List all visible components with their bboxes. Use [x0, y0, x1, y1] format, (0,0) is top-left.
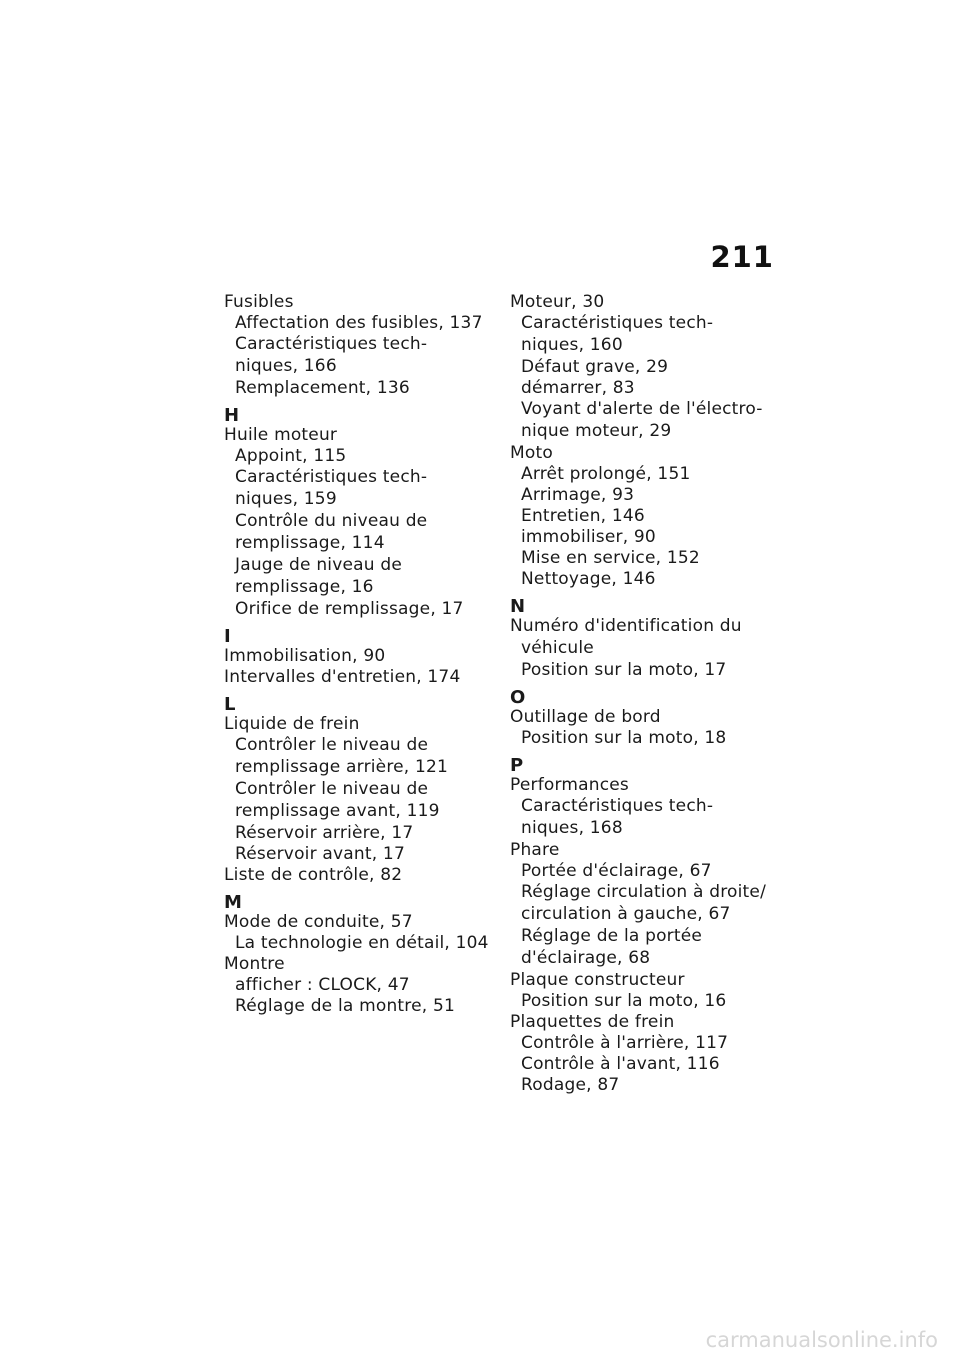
watermark: carmanualsonline.info: [705, 1328, 938, 1352]
index-subentry: Contrôle à l'arrière, 117: [521, 1033, 729, 1053]
index-subentry: Portée d'éclairage, 67: [521, 861, 712, 881]
index-subentry: Réglage circulation à droite/: [521, 882, 767, 902]
index-subentry: Contrôle à l'avant, 116: [521, 1054, 720, 1074]
index-subentry: Entretien, 146: [521, 506, 645, 526]
section-letter: I: [224, 626, 231, 647]
index-entry: Fusibles: [224, 292, 294, 312]
index-subentry: Position sur la moto, 18: [521, 728, 727, 748]
index-subentry: Affectation des fusibles, 137: [235, 313, 483, 333]
index-subentry-continuation: niques, 159: [235, 489, 337, 509]
index-entry: Liquide de frein: [224, 714, 360, 734]
index-subentry-continuation: niques, 166: [235, 356, 337, 376]
index-entry: Moteur, 30: [510, 292, 605, 312]
index-subentry-continuation: véhicule: [521, 638, 594, 658]
index-entry: Moto: [510, 443, 553, 463]
index-subentry-continuation: remplissage avant, 119: [235, 801, 440, 821]
page-number: 211: [710, 240, 774, 274]
index-subentry: Voyant d'alerte de l'électro-: [521, 399, 763, 419]
index-subentry: Appoint, 115: [235, 446, 347, 466]
index-subentry: La technologie en détail, 104: [235, 933, 489, 953]
index-subentry-continuation: nique moteur, 29: [521, 421, 672, 441]
index-subentry: Caractéristiques tech-: [521, 313, 714, 333]
index-entry: Mode de conduite, 57: [224, 912, 413, 932]
index-subentry: Réglage de la montre, 51: [235, 996, 456, 1016]
index-entry: Montre: [224, 954, 285, 974]
index-subentry-continuation: niques, 168: [521, 818, 623, 838]
index-subentry: Mise en service, 152: [521, 548, 700, 568]
index-subentry: Arrimage, 93: [521, 485, 635, 505]
index-column-right: [510, 292, 780, 1096]
index-entry: Performances: [510, 775, 629, 795]
section-letter: P: [510, 755, 524, 776]
index-subentry: Jauge de niveau de: [235, 555, 402, 575]
index-entry: Outillage de bord: [510, 707, 661, 727]
index-entry: Numéro d'identification du: [510, 616, 742, 636]
index-subentry: Contrôle du niveau de: [235, 511, 428, 531]
index-subentry-continuation: remplissage, 16: [235, 577, 374, 597]
index-subentry: Position sur la moto, 16: [521, 991, 727, 1011]
index-column-left: [224, 292, 494, 1017]
index-subentry: Réservoir avant, 17: [235, 844, 405, 864]
index-subentry: Nettoyage, 146: [521, 569, 656, 589]
index-subentry: immobiliser, 90: [521, 527, 656, 547]
index-subentry-continuation: niques, 160: [521, 335, 623, 355]
index-subentry: Remplacement, 136: [235, 378, 410, 398]
section-letter: N: [510, 596, 526, 617]
index-subentry: Caractéristiques tech-: [235, 467, 428, 487]
index-entry: Huile moteur: [224, 425, 338, 445]
index-subentry: Réservoir arrière, 17: [235, 823, 414, 843]
index-subentry: afficher : CLOCK, 47: [235, 975, 410, 995]
index-subentry: Défaut grave, 29: [521, 357, 669, 377]
index-entry: Phare: [510, 840, 560, 860]
index-subentry-continuation: remplissage, 114: [235, 533, 385, 553]
index-subentry: Position sur la moto, 17: [521, 660, 727, 680]
index-subentry-continuation: circulation à gauche, 67: [521, 904, 731, 924]
index-subentry: Réglage de la portée: [521, 926, 703, 946]
section-letter: O: [510, 687, 526, 708]
index-entry: Liste de contrôle, 82: [224, 865, 403, 885]
index-subentry: Contrôler le niveau de: [235, 735, 429, 755]
section-letter: L: [224, 694, 236, 715]
index-entry: Plaque constructeur: [510, 970, 685, 990]
index-entry: Immobilisation, 90: [224, 646, 386, 666]
index-subentry: Caractéristiques tech-: [235, 334, 428, 354]
index-subentry: Rodage, 87: [521, 1075, 620, 1095]
index-subentry: Orifice de remplissage, 17: [235, 599, 464, 619]
index-entry: Intervalles d'entretien, 174: [224, 667, 461, 687]
index-subentry-continuation: d'éclairage, 68: [521, 948, 651, 968]
index-subentry-continuation: remplissage arrière, 121: [235, 757, 449, 777]
index-subentry: démarrer, 83: [521, 378, 635, 398]
index-entry: Plaquettes de frein: [510, 1012, 675, 1032]
section-letter: H: [224, 405, 240, 426]
section-letter: M: [224, 892, 243, 913]
index-subentry: Arrêt prolongé, 151: [521, 464, 691, 484]
index-subentry: Contrôler le niveau de: [235, 779, 429, 799]
index-subentry: Caractéristiques tech-: [521, 796, 714, 816]
